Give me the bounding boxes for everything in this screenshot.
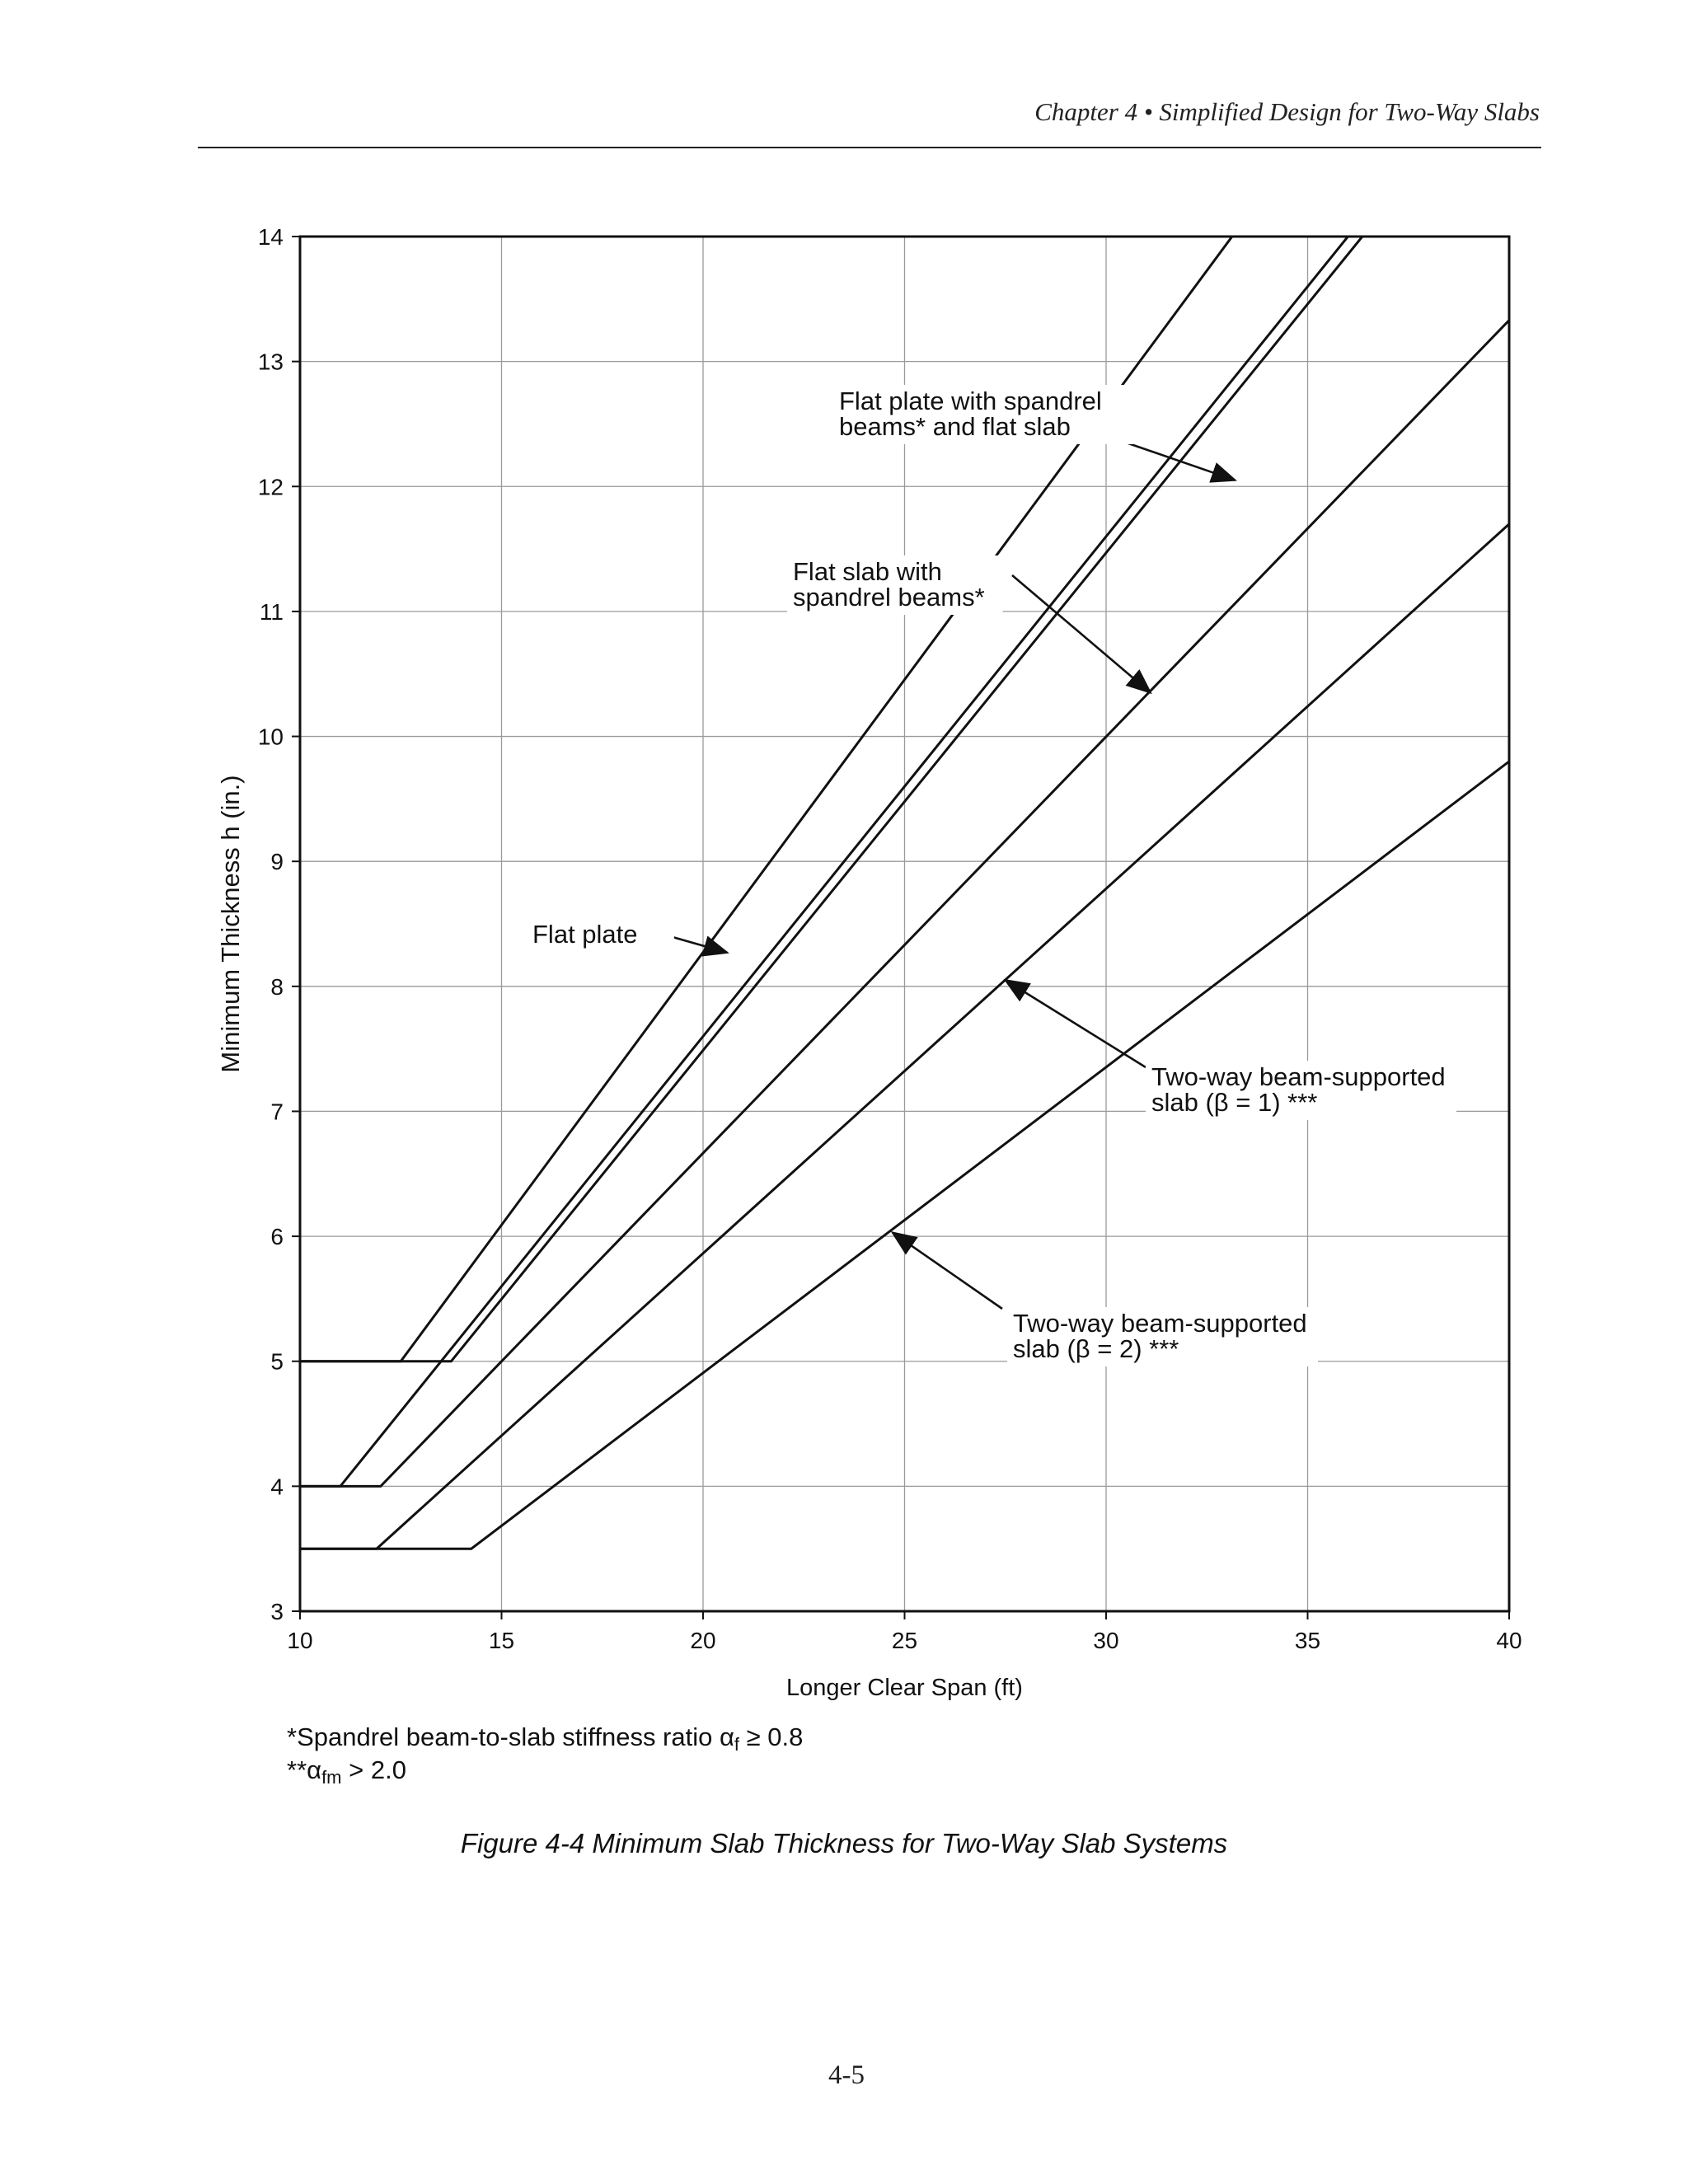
annotation-label-beta2: Two-way beam-supported (1013, 1309, 1307, 1338)
figure-caption: Figure 4-4 Minimum Slab Thickness for Two-Way Slab Systems (460, 1828, 1228, 1858)
footnote-2-suffix: > 2.0 (341, 1755, 406, 1784)
y-tick-label: 7 (270, 1099, 284, 1125)
alpha-subscript: f (734, 1734, 740, 1755)
y-tick-label: 6 (270, 1224, 284, 1250)
x-tick-label: 30 (1093, 1628, 1119, 1653)
annotation-label-flat-slab-spandrel: Flat slab with (793, 557, 942, 586)
footnote-spandrel-stiffness (287, 1722, 803, 1755)
x-axis-title: Longer Clear Span (ft) (786, 1675, 1023, 1701)
footnote-2-prefix: ** (287, 1755, 307, 1784)
annotation-label-flat-plate-spandrel: beams* and flat slab (839, 412, 1071, 441)
footnote-1-suffix: ≥ 0.8 (739, 1722, 804, 1751)
alpha-symbol: α (719, 1722, 734, 1751)
y-tick-label: 11 (259, 598, 284, 625)
annotation-label-flat-plate: Flat plate (532, 920, 638, 949)
x-tick-label: 40 (1496, 1628, 1522, 1653)
y-tick-label: 14 (257, 224, 284, 250)
y-axis-title: Minimum Thickness h (in.) (216, 775, 245, 1073)
annotation-label-beta2: slab (β = 2) *** (1013, 1334, 1179, 1363)
footnote-1-prefix: *Spandrel beam-to-slab stiffness ratio (287, 1722, 720, 1751)
alpha-symbol: α (307, 1755, 322, 1784)
annotation-arrow-flat-slab-spandrel (1012, 575, 1151, 692)
page-number: 4-5 (828, 2060, 865, 2090)
footnote-alpha-fm (287, 1755, 406, 1788)
annotation-arrow-beta2 (893, 1233, 1002, 1309)
x-tick-label: 35 (1294, 1628, 1321, 1653)
y-tick-label: 5 (270, 1348, 284, 1375)
annotation-arrow-beta1 (1006, 980, 1146, 1067)
x-tick-label: 15 (488, 1628, 515, 1653)
annotation-label-beta1: Two-way beam-supported (1151, 1062, 1446, 1091)
y-tick-label: 4 (270, 1474, 284, 1500)
y-tick-label: 13 (257, 349, 284, 375)
y-tick-label: 3 (270, 1599, 284, 1624)
annotation-label-flat-plate-spandrel: Flat plate with spandrel (839, 387, 1102, 415)
y-tick-label: 8 (270, 973, 284, 1000)
y-tick-label: 10 (257, 724, 284, 750)
page-header: Chapter 4 • Simplified Design for Two-Way Slabs (1034, 97, 1540, 126)
x-tick-label: 20 (690, 1628, 716, 1653)
annotation-label-beta1: slab (β = 1) *** (1151, 1088, 1318, 1117)
y-tick-label: 9 (270, 849, 284, 875)
x-tick-label: 25 (891, 1628, 918, 1653)
annotation-label-flat-slab-spandrel: spandrel beams* (793, 583, 985, 612)
alpha-subscript: fm (321, 1767, 342, 1788)
x-tick-label: 10 (287, 1628, 313, 1653)
y-tick-label: 12 (257, 474, 284, 500)
